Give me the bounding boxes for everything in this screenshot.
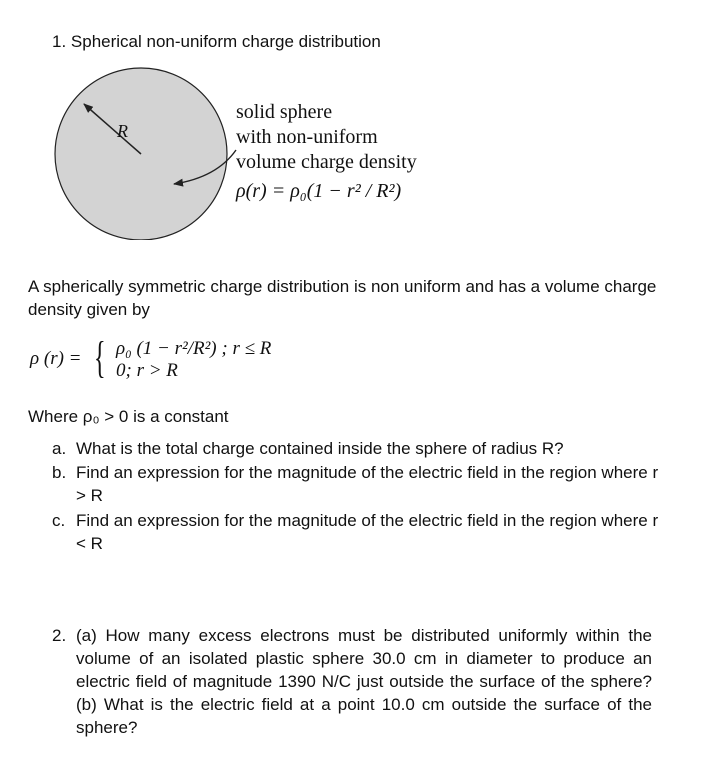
question-label: c. bbox=[52, 511, 66, 530]
problem-2 bbox=[52, 624, 652, 739]
caption-line-1: solid sphere bbox=[236, 101, 333, 123]
caption-line-2: with non-uniform bbox=[236, 126, 378, 148]
question-text: Find an expression for the magnitude of the electric field in the region where r > R bbox=[76, 463, 659, 505]
radius-label: R bbox=[117, 121, 128, 141]
question-text: What is the total charge contained inside the sphere of radius R? bbox=[76, 439, 564, 458]
question-label: a. bbox=[52, 439, 67, 458]
sphere-figure bbox=[0, 0, 715, 240]
intro-paragraph: A spherically symmetric charge distribution is non uniform and has a volume charge density given by bbox=[28, 277, 657, 319]
question-c bbox=[52, 509, 672, 555]
question-a bbox=[52, 437, 672, 460]
caption-line-4: ρ(r) = ρ₀(1 − r² / R²) bbox=[236, 180, 402, 202]
equation-lhs: ρ (r) = bbox=[30, 348, 82, 369]
problem-1-title: 1. Spherical non-uniform charge distribution bbox=[52, 32, 381, 51]
problem-2-text: (a) How many excess electrons must be distributed uniformly within the volume of an isolated plastic sphere 30.0 cm in diameter to produce an electric field of magnitude 1390 N/C just outside the surface of the sphere? (b) What is the electric field at a point 10.0 cm outside the surface of the sphere? bbox=[76, 626, 652, 737]
caption-line-3: volume charge density bbox=[236, 151, 417, 173]
question-text: Find an expression for the magnitude of the electric field in the region where r < R bbox=[76, 511, 659, 553]
equation-case-2: 0; r > R bbox=[116, 360, 178, 381]
equation-case-1: ρ₀ (1 − r²/R²) ; r ≤ R bbox=[116, 338, 272, 359]
equation-brace: { bbox=[94, 333, 106, 382]
problem-2-label: 2. bbox=[52, 626, 67, 645]
question-b bbox=[52, 461, 672, 507]
question-label: b. bbox=[52, 463, 67, 482]
constant-note: Where ρ₀ > 0 is a constant bbox=[28, 407, 229, 426]
